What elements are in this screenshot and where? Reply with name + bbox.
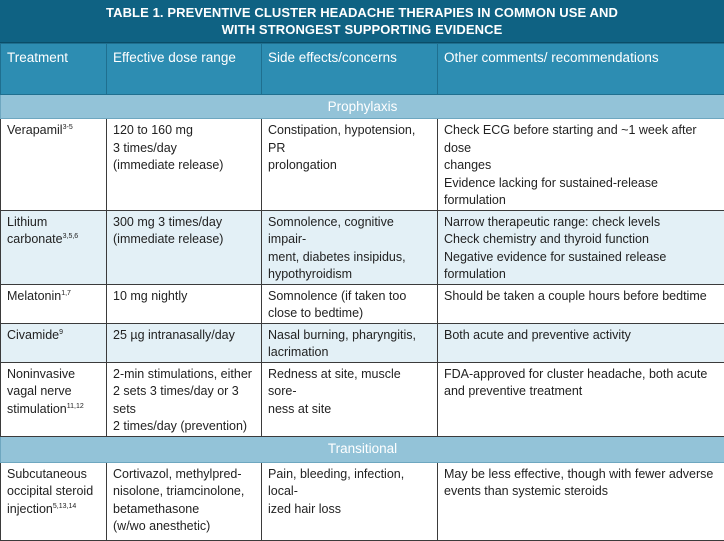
dose-cell [107, 284, 262, 323]
table-title: TABLE 1. PREVENTIVE CLUSTER HEADACHE THERAPIES IN COMMON USE AND WITH STRONGEST SUPPORTING EVIDENCE [0, 0, 724, 43]
side-effects-cell [262, 119, 438, 211]
side-effects-cell [262, 323, 438, 362]
table-row [1, 284, 724, 323]
cell-line: Narrow therapeutic range: check levels [444, 214, 718, 232]
header-row [1, 44, 724, 95]
comments-cell [438, 210, 724, 284]
cell-line: prolongation [268, 157, 431, 175]
col-header-side-effects: Side effects/concerns [262, 44, 438, 95]
cell-line: May be less effective, though with fewer adverse [444, 466, 718, 484]
cell-line: Check ECG before starting and ~1 week after dose [444, 122, 718, 157]
section-label: Prophylaxis [1, 95, 724, 119]
cell-line: Redness at site, muscle sore- [268, 366, 431, 401]
col-header-treatment: Treatment [1, 44, 107, 95]
cell-line: close to bedtime) [268, 305, 431, 323]
side-effects-cell [262, 210, 438, 284]
cell-line: Somnolence, cognitive impair- [268, 214, 431, 249]
cell-line: (w/wo anesthetic) [113, 518, 255, 536]
cell-line: 120 to 160 mg [113, 122, 255, 140]
cell-line: Somnolence (if taken too [268, 288, 431, 306]
treatment-cell [1, 119, 107, 211]
table-row [1, 210, 724, 284]
cell-line: ized hair loss [268, 501, 431, 519]
cell-line: changes [444, 157, 718, 175]
treatment-cell [1, 362, 107, 436]
section-label: Transitional [1, 436, 724, 462]
col-header-dose: Effective dose range [107, 44, 262, 95]
reference-superscript: 1,7 [61, 289, 71, 296]
cell-line: Negative evidence for sustained release formulation [444, 249, 718, 284]
treatment-name: Subcutaneous occipital steroid injection [7, 467, 93, 516]
cell-line: 10 mg nightly [113, 288, 255, 306]
treatment-cell [1, 210, 107, 284]
cell-line: 2 times/day (prevention) [113, 418, 255, 436]
cell-line: (immediate release) [113, 157, 255, 175]
cell-line: events than systemic steroids [444, 483, 718, 501]
comments-cell [438, 284, 724, 323]
cell-line: hypothyroidism [268, 266, 431, 284]
cell-line: 2-min stimulations, either [113, 366, 255, 384]
cell-line: lacrimation [268, 344, 431, 362]
cell-line: ness at site [268, 401, 431, 419]
cell-line: Evidence lacking for sustained-release formulation [444, 175, 718, 210]
dose-cell [107, 210, 262, 284]
cell-line: 300 mg 3 times/day [113, 214, 255, 232]
side-effects-cell [262, 362, 438, 436]
treatment-cell [1, 462, 107, 540]
cell-line: 3 times/day [113, 140, 255, 158]
cell-line: Nasal burning, pharyngitis, [268, 327, 431, 345]
cell-line: Constipation, hypotension, PR [268, 122, 431, 157]
treatment-cell [1, 284, 107, 323]
treatment-name: Verapamil [7, 123, 63, 137]
dose-cell [107, 462, 262, 540]
cell-line: 2 sets 3 times/day or 3 sets [113, 383, 255, 418]
cell-line: 25 µg intranasally/day [113, 327, 255, 345]
cell-line: nisolone, triamcinolone, [113, 483, 255, 501]
reference-superscript: 3-5 [63, 124, 73, 131]
table-row [1, 323, 724, 362]
comments-cell [438, 119, 724, 211]
comments-cell [438, 323, 724, 362]
cell-line: Cortivazol, methylpred- [113, 466, 255, 484]
section-row [1, 436, 724, 462]
comments-cell [438, 462, 724, 540]
reference-superscript: 3,5,6 [63, 233, 79, 240]
reference-superscript: 5,13,14 [53, 502, 76, 509]
cell-line: FDA-approved for cluster headache, both acute [444, 366, 718, 384]
treatment-name: Noninvasive vagal nerve stimulation [7, 367, 75, 416]
reference-superscript: 11,12 [67, 402, 84, 409]
table-row [1, 462, 724, 540]
cell-line: Check chemistry and thyroid function [444, 231, 718, 249]
dose-cell [107, 362, 262, 436]
cell-line: Should be taken a couple hours before bedtime [444, 288, 718, 306]
treatment-name: Melatonin [7, 289, 61, 303]
side-effects-cell [262, 284, 438, 323]
cell-line: Pain, bleeding, infection, local- [268, 466, 431, 501]
treatment-cell [1, 323, 107, 362]
cell-line: (immediate release) [113, 231, 255, 249]
table-row [1, 362, 724, 436]
treatment-name: Lithium carbonate [7, 215, 63, 247]
cell-line: betamethasone [113, 501, 255, 519]
reference-superscript: 9 [59, 328, 63, 335]
section-row [1, 95, 724, 119]
dose-cell [107, 323, 262, 362]
cell-line: and preventive treatment [444, 383, 718, 401]
side-effects-cell [262, 462, 438, 540]
cell-line: Both acute and preventive activity [444, 327, 718, 345]
dose-cell [107, 119, 262, 211]
treatment-name: Civamide [7, 328, 59, 342]
comments-cell [438, 362, 724, 436]
cell-line: ment, diabetes insipidus, [268, 249, 431, 267]
col-header-comments: Other comments/ recommendations [438, 44, 724, 95]
table-row [1, 119, 724, 211]
